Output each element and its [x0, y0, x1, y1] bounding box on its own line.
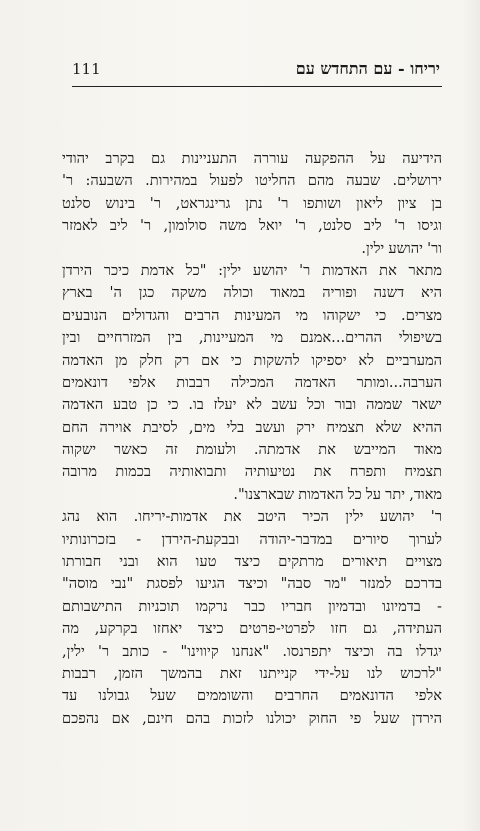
text-line: המערביים לא יספיקו להשקות כי אם רק חלק מן האדמה	[62, 351, 442, 369]
text-line: ור' יהושע ילין.	[361, 239, 442, 257]
header-rule	[72, 86, 442, 87]
text-line: תצמיח ותפרח את נטיעותיה ותבואותיה בכמות מרובה	[62, 463, 442, 481]
text-line: בדרכם למנזר "מר סבה" וכיצד הגיעו לפסגת "נבי מוסה"	[62, 575, 442, 593]
text-line: הירדן שעל פי החוק יכולנו לזכות בהם חינם, אם נהפכם	[62, 709, 442, 727]
text-line: בשיפולי ההרים...אמנם מי המעיינות, בין המזרחיים ובין	[62, 329, 442, 347]
text-line: ההיא שלא תצמיח ירק ועשב בלי מים, לסיבת אוירה החם	[62, 418, 442, 436]
text-line: מאוד המייבש את אדמתה. ולעומת זה כאשר ישקוה	[62, 441, 442, 459]
text-line: לערוך סיורים במדבר-יהודה ובבקעת-הירדן - בזכרונותיו	[62, 530, 442, 548]
chapter-title: יריחו - עם התחדש עם	[295, 59, 440, 78]
body-text	[62, 148, 442, 730]
text-line: מצרים. כי ישקוהו מי המעינות הרבים והגדולים הנובעים	[62, 306, 442, 324]
text-line: הערבה...ומותר האדמה המכילה רבבות אלפי דונאמים	[62, 373, 442, 391]
text-line: ר' יהושע ילין הכיר היטב את אדמות-יריחו. הוא נהג	[62, 508, 442, 526]
text-line: בן ציון ליאון ושותפו ר' נתן גרינגראט, ר' בינוש סלנט	[62, 194, 442, 212]
text-line: יגדלו בה וכיצד יתפרנסו. "אנחנו קיווינו" - כותב ר' ילין,	[62, 642, 442, 660]
text-line: מאוד, יתר על כל האדמות שבארצנו".	[233, 485, 442, 503]
text-line: וגיסו ר' ליב סלנט, ר' יואל משה סולומון, ר' ליב לאמזר	[62, 217, 442, 235]
text-line: ישאר שממה ובור וכל עשב לא יעלז בו. כי כן טבע האדמה	[62, 396, 442, 414]
text-line: ירושלים. שבעה מהם החליטו לפעול במהירות. השבעה: ר'	[62, 172, 442, 190]
text-line: היא דשנה ופוריה במאוד וכולה משקה כגן ה' בארץ	[62, 284, 442, 302]
text-line: אלפי הדונאמים החרבים והשוממים שעל גבולנו עד	[62, 687, 442, 705]
page-number: 111	[72, 60, 101, 78]
text-line: העתידה, גם חזו לפרטי-פרטים כיצד יאחזו בקרקע, מה	[62, 620, 442, 638]
page-edge-shadow	[462, 0, 480, 831]
text-line: מתאר את האדמות ר' יהושע ילין: "כל אדמת כיכר הירדן	[62, 261, 442, 279]
text-line: "לרכוש לנו על-ידי קנייתנו זאת בהמשך הזמן, רבבות	[62, 664, 442, 682]
text-line: הידיעה על ההפקעה עוררה התעניינות גם בקרב יהודי	[62, 150, 442, 167]
text-line: - בדמיונו ובדמיון חבריו כבר נרקמו תוכניות התישבותם	[62, 597, 442, 615]
text-line: מצויים תיאורים מרתקים כיצד טעו הוא ובני חבורתו	[62, 553, 442, 571]
